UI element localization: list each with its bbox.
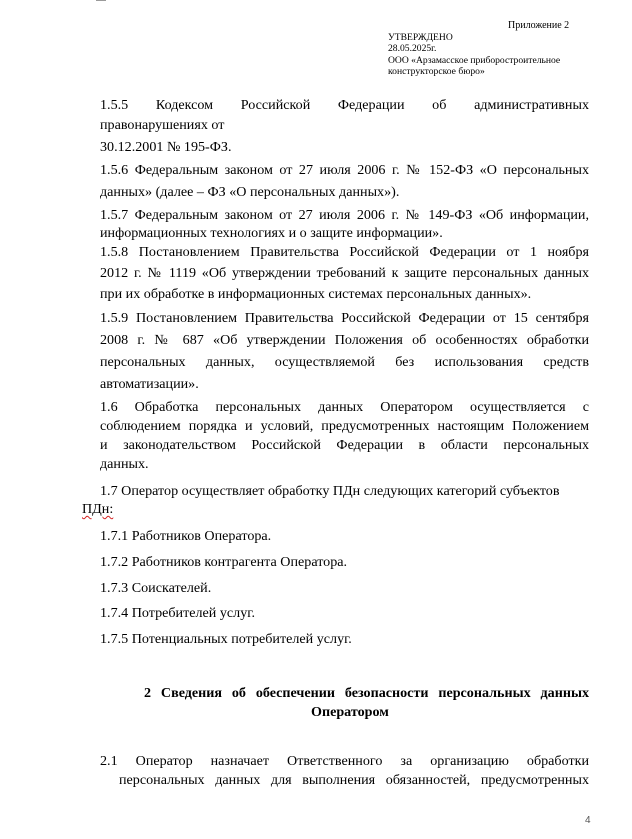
page-top-edge-mark [96,0,106,1]
item-1-5-7-line: 1.5.7 Федеральным законом от 27 июля 2006 г. № 149-ФЗ «Об информации, [100,207,589,223]
approval-line: 28.05.2025г. [388,43,437,55]
item-1-5-9-line: персональных данных, осуществляемой без использования средств [100,354,589,370]
item-1-5-9-line: 1.5.9 Постановлением Правительства Российской Федерации от 15 сентября [100,310,589,326]
item-1-5-9-line: 2008 г. № 687 «Об утверждении Положения об особенностях обработки [100,332,589,348]
section-2-heading-continued: Оператором [311,704,389,720]
approval-line: конструкторское бюро» [388,66,485,78]
item-1-5-9-line: автоматизации». [100,376,199,392]
item-1-7-line [82,500,113,518]
list-item-1-7-4: 1.7.4 Потребителей услуг. [100,605,255,621]
item-1-7-line: 1.7 Оператор осуществляет обработку ПДн следующих категорий субъектов [100,483,560,499]
page-number: 4 [585,815,591,826]
item-1-6-line: соблюдением порядка и условий, предусмотренных настоящим Положением [100,418,589,434]
item-1-5-8-line: при их обработке в информационных системах персональных данных». [100,286,532,302]
list-item-1-7-2: 1.7.2 Работников контрагента Оператора. [100,554,348,570]
item-1-6-line: и законодательством Российской Федерации в области персональных [100,437,589,453]
item-2-1-line: 2.1 Оператор назначает Ответственного за организацию обработки [100,753,589,769]
item-1-6-line: 1.6 Обработка персональных данных Оператором осуществляется с [100,399,589,415]
item-1-5-7-line: информационных технологиях и о защите информации». [100,225,443,241]
appendix-label: Приложение 2 [508,20,570,31]
item-1-5-8-line: 1.5.8 Постановлением Правительства Российской Федерации от 1 ноября [100,244,589,260]
item-1-5-6-line: данных» (далее – ФЗ «О персональных данных»). [100,184,400,200]
approval-stamp [388,32,588,78]
approval-line: УТВЕРЖДЕНО [388,32,453,43]
item-1-5-5-line: 30.12.2001 № 195-ФЗ. [100,139,232,155]
item-1-5-6-line: 1.5.6 Федеральным законом от 27 июля 2006 г. № 152-ФЗ «О персональных [100,162,589,178]
item-1-5-8-line: 2012 г. № 1119 «Об утверждении требований к защите персональных данных [100,265,589,281]
list-item-1-7-3: 1.7.3 Соискателей. [100,580,212,596]
approval-line: ООО «Арзамасское приборостроительное [388,54,561,66]
section-2-heading: 2 Сведения об обеспечении безопасности персональных данных [144,685,589,701]
spellcheck-marked-text: ПДн: [82,501,114,517]
item-2-1-line: персональных данных для выполнения обязанностей, предусмотренных [119,772,589,788]
item-1-5-5-line: правонарушениях от [100,117,225,133]
item-1-5-5-line: 1.5.5 Кодексом Российской Федерации об административных [100,97,589,113]
list-item-1-7-1: 1.7.1 Работников Оператора. [100,528,272,544]
list-item-1-7-5: 1.7.5 Потенциальных потребителей услуг. [100,631,352,647]
item-1-6-line: данных. [100,456,149,472]
